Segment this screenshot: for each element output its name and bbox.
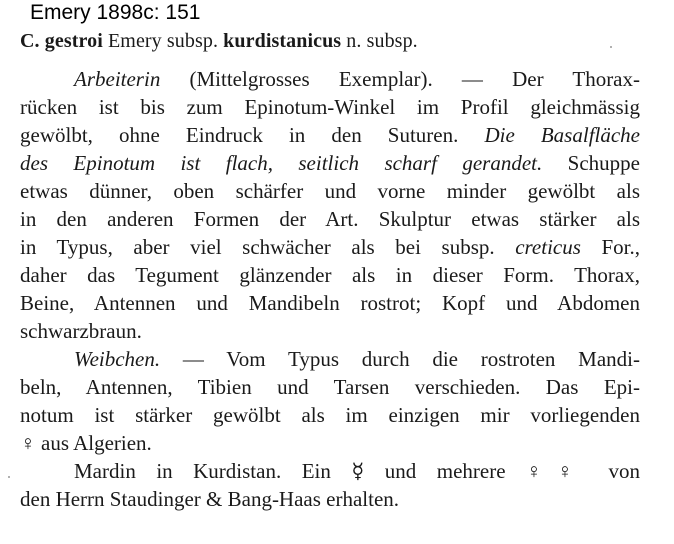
text-line: des Epinotum ist flach, seitlich scharf gerandet. Schuppe	[20, 151, 640, 175]
taxon-author: Emery	[107, 30, 162, 52]
taxon-subspecies: kurdistanicus	[223, 30, 342, 52]
taxon-rank: subsp.	[166, 30, 219, 52]
taxon-species: gestroi	[44, 30, 103, 52]
text-line: in Typus, aber viel schwächer als bei subsp. creticus For.,	[20, 235, 640, 259]
text-line: Arbeiterin (Mittelgrosses Exemplar). — Der Thorax-	[74, 67, 640, 91]
text-line: den Herrn Staudinger & Bang-Haas erhalten.	[20, 487, 400, 511]
text-line: ♀ aus Algerien.	[20, 431, 152, 455]
text-line: notum ist stärker gewölbt als im einzigen mir vorliegenden	[20, 403, 640, 427]
scan-speck	[8, 476, 10, 478]
text-line: schwarzbraun.	[20, 319, 142, 343]
taxon-heading	[20, 30, 418, 53]
text-line: gewölbt, ohne Eindruck in den Suturen. Die Basalfläche	[20, 123, 641, 147]
taxon-genus: C.	[20, 30, 40, 52]
text-line: Beine, Antennen und Mandibeln rostrot; Kopf und Abdomen	[20, 291, 640, 315]
text-line: Mardin in Kurdistan. Ein ☿ und mehrere ♀♀ von	[74, 459, 640, 483]
text-line: rücken ist bis zum Epinotum-Winkel im Profil gleichmässig	[20, 95, 640, 119]
taxon-status: n. subsp.	[346, 30, 418, 52]
text-line: in den anderen Formen der Art. Skulptur etwas stärker als	[20, 207, 640, 231]
text-line: Weibchen. — Vom Typus durch die rostroten Mandi-	[74, 347, 640, 371]
text-line: daher das Tegument glänzender als in dieser Form. Thorax,	[20, 263, 640, 287]
citation-label: Emery 1898c: 151	[30, 1, 201, 24]
text-line: beln, Antennen, Tibien und Tarsen verschieden. Das Epi-	[20, 375, 640, 399]
scan-speck	[610, 46, 612, 48]
text-line: etwas dünner, oben schärfer und vorne minder gewölbt als	[20, 179, 640, 203]
